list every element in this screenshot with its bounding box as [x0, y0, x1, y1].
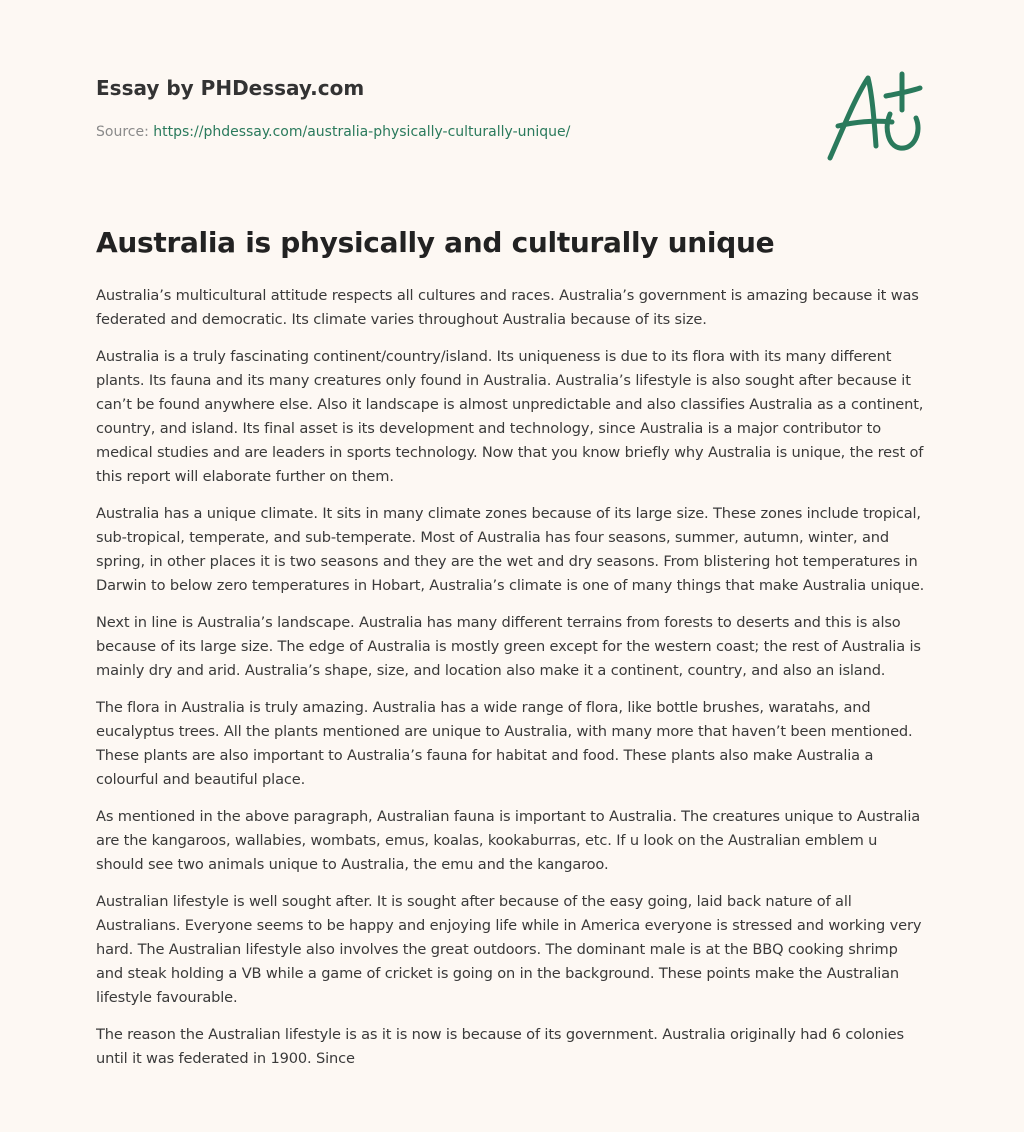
site-title: Essay by PHDessay.com — [96, 76, 365, 100]
source-label: Source: — [96, 124, 154, 140]
paragraph: Australia is a truly fascinating continent/country/island. Its uniqueness is due to its flora with its many different plants. Its fauna and its many creatures only found in Australia. Australia’s lifestyle is also sought after because it can’t be found anywhere else. Also it landscape is almost unpredictable and also classifies Australia as a continent, country, and island. Its final asset is its development and technology, since Australia is a major contributor to medical studies and are leaders in sports technology. Now that you know briefly why Australia is unique, the rest of this report will elaborate further on them. — [96, 348, 924, 485]
paragraph: The reason the Australian lifestyle is as it is now is because of its government. Australia originally had 6 colonies until it was federated in 1900. Since — [96, 1026, 904, 1067]
paragraph: Australia’s multicultural attitude respects all cultures and races. Australia’s government is amazing because it was federated and democratic. Its climate varies throughout Australia because of its size. — [96, 287, 919, 328]
paragraph: The flora in Australia is truly amazing. Australia has a wide range of flora, like bottle brushes, waratahs, and eucalyptus trees. All the plants mentioned are unique to Australia, with many more that haven’t been mentioned. These plants are also important to Australia’s fauna for habitat and food. These plants also make Australia a colourful and beautiful place. — [96, 699, 913, 788]
source-line — [96, 124, 570, 140]
essay-body — [96, 284, 928, 1084]
essay-title: Australia is physically and culturally unique — [96, 226, 775, 259]
a-plus-icon — [826, 66, 926, 162]
paragraph: Next in line is Australia’s landscape. Australia has many different terrains from forests to deserts and this is also because of its large size. The edge of Australia is mostly green except for the western coast; the rest of Australia is mainly dry and arid. Australia’s shape, size, and location also make it a continent, country, and also an island. — [96, 614, 921, 679]
essay-page — [96, 0, 928, 1132]
source-link[interactable]: https://phdessay.com/australia-physically-culturally-unique/ — [153, 124, 571, 140]
paragraph: Australia has a unique climate. It sits in many climate zones because of its large size. These zones include tropical, sub-tropical, temperate, and sub-temperate. Most of Australia has four seasons, summer, autumn, winter, and spring, in other places it is two seasons and they are the wet and dry seasons. From blistering hot temperatures in Darwin to below zero temperatures in Hobart, Australia’s climate is one of many things that make Australia unique. — [96, 505, 925, 594]
paragraph: As mentioned in the above paragraph, Australian fauna is important to Australia. The creatures unique to Australia are the kangaroos, wallabies, wombats, emus, koalas, kookaburras, etc. If u look on the Australian emblem u should see two animals unique to Australia, the emu and the kangaroo. — [96, 808, 921, 873]
paragraph: Australian lifestyle is well sought after. It is sought after because of the easy going, laid back nature of all Australians. Everyone seems to be happy and enjoying life while in America everyone is stressed and working very hard. The Australian lifestyle also involves the great outdoors. The dominant male is at the BBQ cooking shrimp and steak holding a VB while a game of cricket is going on in the background. These points make the Australian lifestyle favourable. — [96, 893, 922, 1006]
